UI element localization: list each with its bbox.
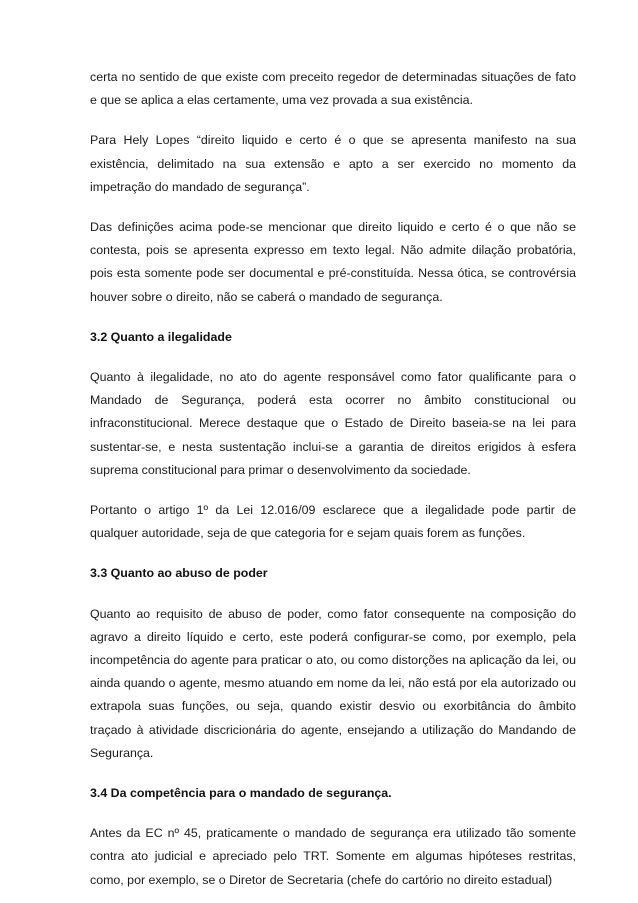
paragraph-gap [90,765,576,782]
body-paragraph: Antes da EC nº 45, praticamente o mandado de segurança era utilizado tão somente contra ato judicial e apreciado pelo TRT. Somente em algumas hipóteses restritas, como, por exemplo, se o Diretor de Secretaria (chefe do cartório no direito estadual) [90,826,576,887]
body-paragraph: Portanto o artigo 1º da Lei 12.016/09 esclarece que a ilegalidade pode partir de qualquer autoridade, seja de que categoria for e sejam quais forem as funções. [90,503,576,541]
paragraph-gap [90,309,576,326]
body-paragraph: Quanto ao requisito de abuso de poder, como fator consequente na composição do agravo a direito líquido e certo, este poderá configurar-se como, por exemplo, pela incompetência do agente para praticar o ato, ou como distorções na aplicação da lei, ou ainda quando o agente, mesmo atuando em nome da lei, não está por ela autorizado ou extrapola suas funções, ou seja, quando existir desvio ou exorbitância do âmbito traçado à atividade discricionária do agente, ensejando a utilização do Mandando de Segurança. [90,606,576,760]
paragraph-gap [90,199,576,216]
paragraph-gap [90,586,576,603]
paragraph-gap [90,805,576,822]
body-paragraph: Para Hely Lopes “direito liquido e certo é o que se apresenta manifesto na sua existência, delimitado na sua extensão e apto a ser exercido no momento da impetração do mandado de segurança”. [90,133,576,194]
body-paragraph: Das definições acima pode-se mencionar que direito liquido e certo é o que não se contesta, pois se apresenta expresso em texto legal. Não admite dilação probatória, pois esta somente pode ser documental e pré-constituída. Nessa ótica, se controvérsia houver sobre o direito, não se caberá o mandado de segurança. [90,220,576,304]
body-paragraph: Quanto à ilegalidade, no ato do agente responsável como fator qualificante para o Mandado de Segurança, poderá esta ocorrer no âmbito constitucional ou infraconstitucional. Merece destaque que o Estado de Direito baseia-se na lei para sustentar-se, e nesta sustentação inclui-se a garantia de direitos erigidos à esfera suprema constitucional para primar o desenvolvimento da sociedade. [90,370,576,477]
paragraph-gap [90,482,576,499]
paragraph-gap [90,349,576,366]
paragraph-gap [90,112,576,129]
document-body [90,66,576,892]
body-paragraph: certa no sentido de que existe com preceito regedor de determinadas situações de fato e que se aplica a elas certamente, uma vez provada a sua existência. [90,70,576,108]
section-heading-3-4: 3.4 Da competência para o mandado de segurança. [90,786,392,801]
paragraph-gap [90,545,576,562]
section-heading-3-2: 3.2 Quanto a ilegalidade [90,329,232,344]
section-heading-3-3: 3.3 Quanto ao abuso de poder [90,566,268,581]
